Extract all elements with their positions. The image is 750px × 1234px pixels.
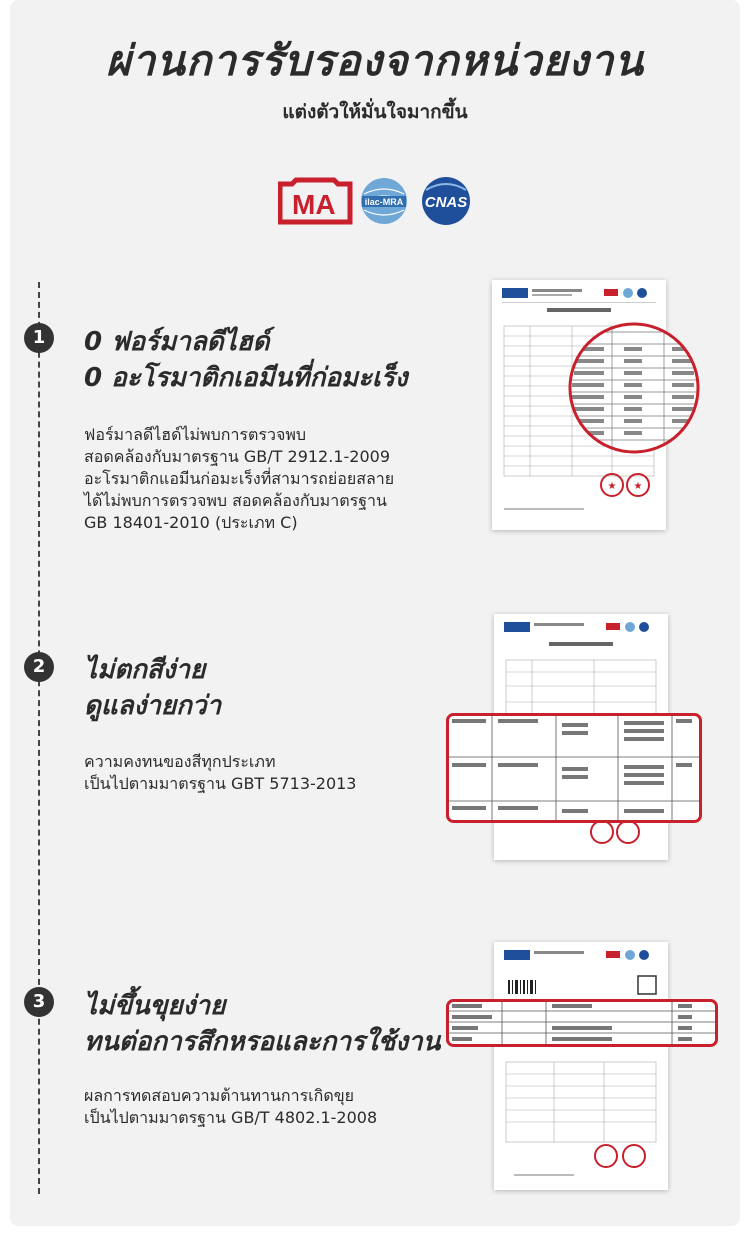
- section-2-desc-line-2: เป็นไปตามมาตรฐาน GBT 5713-2013: [84, 774, 357, 793]
- section-2-heading-line-1: ไม่ตกสีง่าย: [84, 655, 206, 685]
- certification-logos: [278, 176, 478, 228]
- section-1-desc-line-5: GB 18401-2010 (ประเภท C): [84, 513, 298, 532]
- section-3-heading: [84, 988, 440, 1060]
- cma-text: MA: [292, 189, 336, 220]
- cnas-text: CNAS: [424, 194, 468, 211]
- section-1-desc-line-1: ฟอร์มาลดีไฮด์ไม่พบการตรวจพบ: [84, 425, 307, 444]
- test-report-image-3: [494, 942, 668, 1190]
- section-3-heading-line-1: ไม่ขึ้นขุยง่าย: [84, 991, 226, 1021]
- cma-logo: [280, 180, 350, 222]
- timeline-line: [38, 282, 40, 1194]
- section-1-desc-line-4: ได้ไม่พบการตรวจพบ สอดคล้องกับมาตรฐาน: [84, 491, 387, 510]
- section-2-heading: [84, 652, 221, 724]
- section-number-2: 2: [24, 652, 54, 682]
- cnas-logo: [422, 177, 470, 225]
- section-1-heading: [84, 324, 408, 396]
- section-3-description: [84, 1085, 377, 1129]
- report-zoom-table-2: [446, 713, 702, 823]
- section-1-desc-line-2: สอดคล้องกับมาตรฐาน GB/T 2912.1-2009: [84, 447, 390, 466]
- svg-text:★: ★: [633, 481, 643, 492]
- section-1-heading-line-1: 0 ฟอร์มาลดีไฮด์: [84, 327, 270, 357]
- page-subtitle: แต่งตัวให้มั่นใจมากขึ้น: [282, 101, 468, 123]
- section-1-desc-line-3: อะโรมาติกแอมีนก่อมะเร็งที่สามารถย่อยสลาย: [84, 469, 395, 488]
- section-number-3: 3: [24, 987, 54, 1017]
- section-1-description: [84, 424, 394, 534]
- section-3-desc-line-1: ผลการทดสอบความต้านทานการเกิดขุย: [84, 1086, 355, 1105]
- section-2-description: [84, 751, 356, 795]
- section-3-desc-line-2: เป็นไปตามมาตรฐาน GB/T 4802.1-2008: [84, 1108, 378, 1127]
- section-2-heading-line-2: ดูแลง่ายกว่า: [84, 691, 222, 721]
- ilac-text: ilac-MRA: [364, 197, 404, 207]
- report-zoom-table-3: [446, 999, 718, 1047]
- section-2-desc-line-1: ความคงทนของสีทุกประเภท: [84, 752, 276, 771]
- report-magnifier-circle: [566, 320, 702, 456]
- page-title: ผ่านการรับรองจากหน่วยงาน: [105, 36, 644, 85]
- section-number-1: 1: [24, 323, 54, 353]
- section-1-heading-line-2: 0 อะโรมาติกเอมีนที่ก่อมะเร็ง: [84, 363, 408, 393]
- section-3-heading-line-2: ทนต่อการสึกหรอและการใช้งาน: [84, 1027, 441, 1057]
- svg-text:★: ★: [607, 481, 617, 492]
- ilac-mra-logo: [361, 178, 407, 224]
